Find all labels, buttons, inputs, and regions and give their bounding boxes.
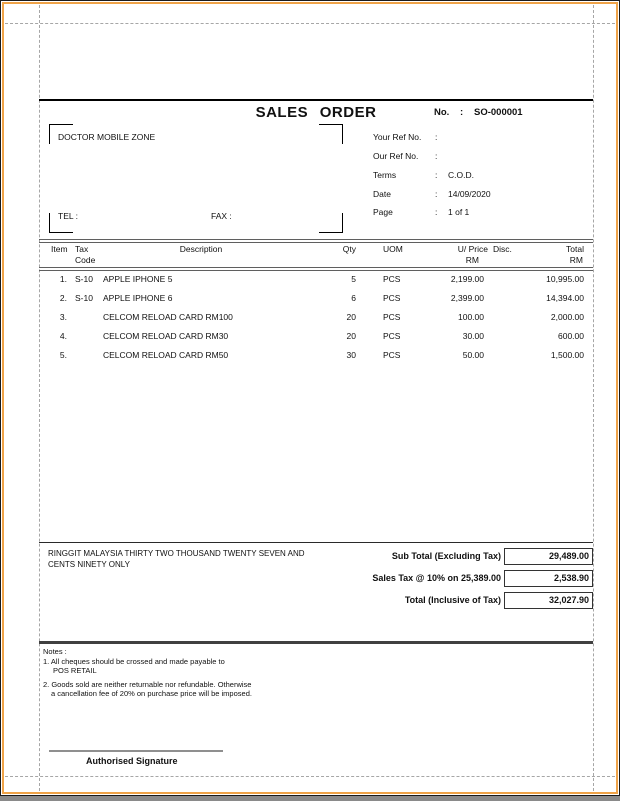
col-header-item: Item xyxy=(51,244,68,254)
cell-uom: PCS xyxy=(383,350,401,360)
margin-guide-top xyxy=(5,23,615,24)
table-row xyxy=(1,350,620,369)
table-row xyxy=(1,274,620,293)
col-header-description: Description xyxy=(179,244,223,254)
terms-separator: : xyxy=(435,170,438,180)
cell-description: CELCOM RELOAD CARD RM100 xyxy=(103,312,233,322)
doc-no-label: No. xyxy=(434,107,450,118)
notes-line3: 2. Goods sold are neither returnable nor refundable. Otherwise xyxy=(43,680,252,689)
date-label: Date xyxy=(373,189,391,199)
table-bottom-rule xyxy=(39,542,593,543)
notes-line4: a cancellation fee of 20% on purchase price will be imposed. xyxy=(51,689,252,698)
amount-in-words-line2: CENTS NINETY ONLY xyxy=(48,560,130,569)
col-header-unit-price: U/ Price xyxy=(457,244,488,254)
sales-tax-box xyxy=(504,570,593,587)
notes-heading: Notes : xyxy=(43,647,67,656)
page-number-label: Page xyxy=(373,207,393,217)
subtotal-box xyxy=(504,548,593,565)
page-title: SALES ORDER xyxy=(255,104,377,121)
cell-uom: PCS xyxy=(383,293,401,303)
col-header-unit-price-currency: RM xyxy=(465,255,479,265)
margin-guide-bottom xyxy=(5,776,615,777)
col-header-uom: UOM xyxy=(383,244,403,254)
address-corner-bracket-top-right xyxy=(319,124,343,144)
fax-label: FAX : xyxy=(211,211,232,221)
cell-item-no: 1. xyxy=(59,274,67,284)
doc-no-separator: : xyxy=(460,107,464,118)
page-number-separator: : xyxy=(435,207,438,217)
table-row xyxy=(1,293,620,312)
terms-label: Terms xyxy=(373,170,397,180)
grand-total-label: Total (Inclusive of Tax) xyxy=(404,595,501,605)
cell-qty: 20 xyxy=(346,312,356,322)
cell-qty: 5 xyxy=(351,274,356,284)
cell-total: 600.00 xyxy=(558,331,584,341)
header-rule xyxy=(39,99,593,101)
sales-tax-value: 2,538.90 xyxy=(553,573,589,583)
address-corner-bracket-bottom-right xyxy=(319,213,343,233)
amount-in-words-line1: RINGGIT MALAYSIA THIRTY TWO THOUSAND TWENTY SEVEN AND xyxy=(48,549,305,558)
cell-uom: PCS xyxy=(383,331,401,341)
your-ref-no-separator: : xyxy=(435,132,438,142)
cell-total: 14,394.00 xyxy=(546,293,584,303)
cell-unit-price: 100.00 xyxy=(458,312,484,322)
cell-unit-price: 50.00 xyxy=(462,350,484,360)
table-header-bottom-rule xyxy=(39,267,593,271)
grand-total-value: 32,027.90 xyxy=(548,595,589,605)
col-header-total: Total xyxy=(566,244,584,254)
cell-qty: 30 xyxy=(346,350,356,360)
margin-guide-left xyxy=(39,5,40,791)
cell-item-no: 2. xyxy=(59,293,67,303)
cell-description: CELCOM RELOAD CARD RM30 xyxy=(103,331,229,341)
cell-description: CELCOM RELOAD CARD RM50 xyxy=(103,350,229,360)
cell-item-no: 3. xyxy=(59,312,67,322)
cell-description: APPLE IPHONE 5 xyxy=(103,274,173,284)
your-ref-no-label: Your Ref No. xyxy=(373,132,422,142)
grand-total-box xyxy=(504,592,593,609)
col-header-qty: Qty xyxy=(342,244,356,254)
cell-unit-price: 2,199.00 xyxy=(450,274,484,284)
col-header-disc: Disc. xyxy=(493,244,512,254)
our-ref-no-label: Our Ref No. xyxy=(373,151,419,161)
sales-tax-label: Sales Tax @ 10% on 25,389.00 xyxy=(372,573,501,583)
authorised-signature-label: Authorised Signature xyxy=(86,756,178,766)
date-value: 14/09/2020 xyxy=(448,189,491,199)
cell-qty: 6 xyxy=(351,293,356,303)
col-header-tax-line1: Tax xyxy=(75,244,89,254)
cell-total: 10,995.00 xyxy=(546,274,584,284)
col-header-tax-line2: Code xyxy=(75,255,96,265)
date-separator: : xyxy=(435,189,438,199)
margin-guide-right xyxy=(593,5,594,791)
notes-top-rule xyxy=(39,641,593,644)
col-header-total-currency: RM xyxy=(569,255,583,265)
cell-tax-code: S-10 xyxy=(75,293,93,303)
cell-qty: 20 xyxy=(346,331,356,341)
cell-item-no: 4. xyxy=(59,331,67,341)
cell-total: 2,000.00 xyxy=(550,312,584,322)
cell-item-no: 5. xyxy=(59,350,67,360)
cell-uom: PCS xyxy=(383,274,401,284)
subtotal-label: Sub Total (Excluding Tax) xyxy=(391,551,501,561)
cell-unit-price: 30.00 xyxy=(462,331,484,341)
cell-unit-price: 2,399.00 xyxy=(450,293,484,303)
cell-uom: PCS xyxy=(383,312,401,322)
table-row xyxy=(1,331,620,350)
cell-description: APPLE IPHONE 6 xyxy=(103,293,173,303)
notes-line2: POS RETAIL xyxy=(53,666,97,675)
tel-label: TEL : xyxy=(58,211,78,221)
signature-line xyxy=(49,750,223,752)
cell-total: 1,500.00 xyxy=(550,350,584,360)
our-ref-no-separator: : xyxy=(435,151,438,161)
page-number-value: 1 of 1 xyxy=(448,207,470,217)
notes-line1: 1. All cheques should be crossed and made payable to xyxy=(43,657,225,666)
table-header-top-rule xyxy=(39,239,593,243)
customer-name: DOCTOR MOBILE ZONE xyxy=(58,132,156,142)
terms-value: C.O.D. xyxy=(448,170,474,180)
subtotal-value: 29,489.00 xyxy=(548,551,589,561)
table-row xyxy=(1,312,620,331)
cell-tax-code: S-10 xyxy=(75,274,93,284)
doc-no-value: SO-000001 xyxy=(474,107,523,118)
